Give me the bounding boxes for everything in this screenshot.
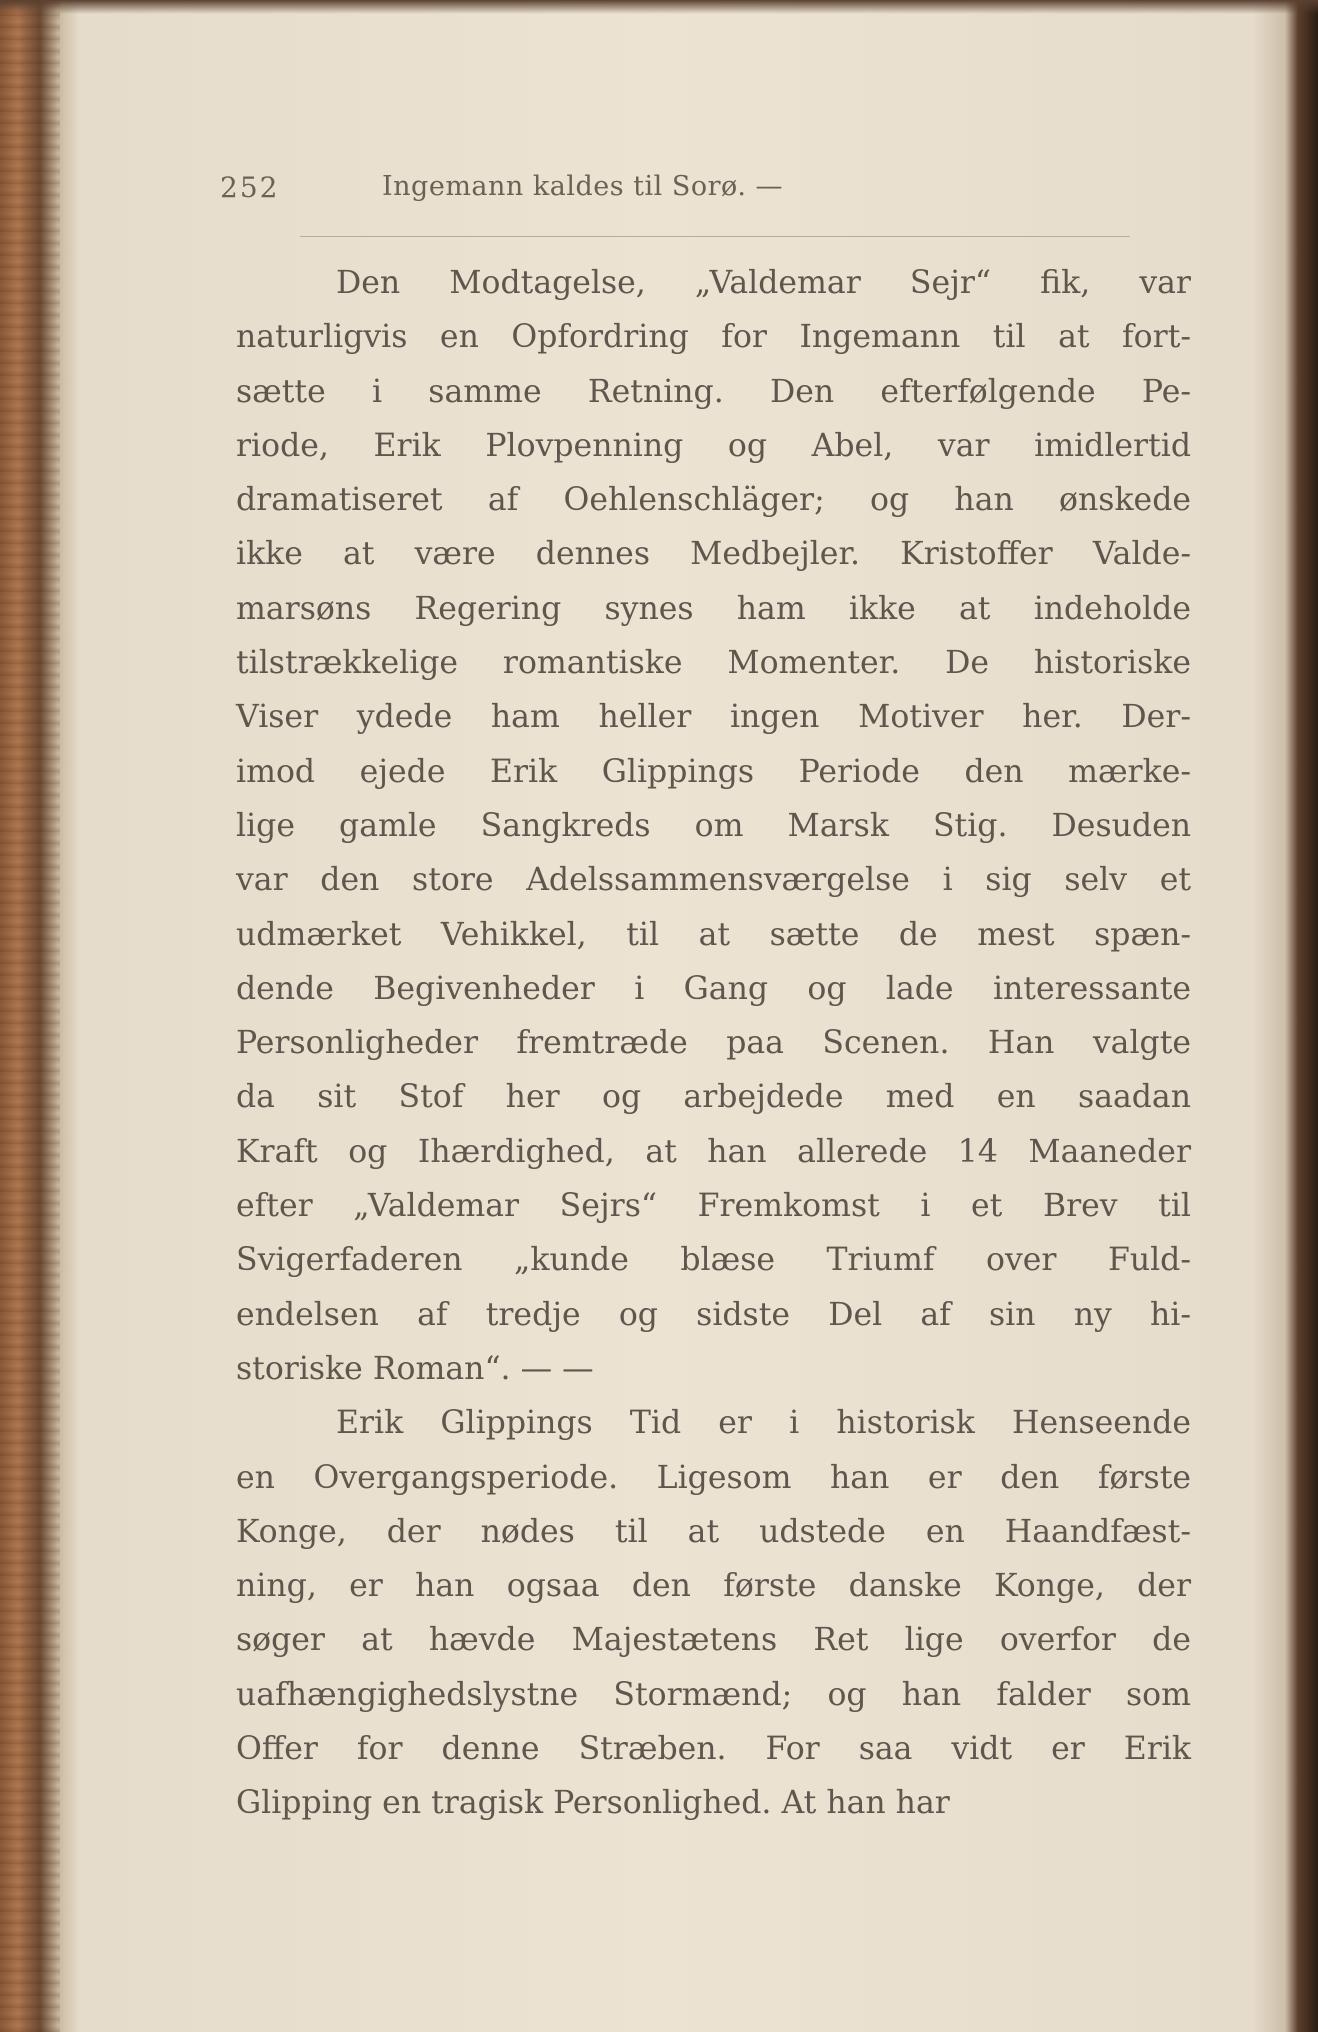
- text-line: da sit Stof her og arbejdede med en saadan: [236, 1079, 1191, 1116]
- text-line: lige gamle Sangkreds om Marsk Stig. Desuden: [236, 807, 1191, 844]
- text-line: en Overgangsperiode. Ligesom han er den første: [236, 1459, 1191, 1496]
- page-number: 252: [220, 171, 280, 204]
- text-line: storiske Roman“. — —: [236, 1350, 594, 1387]
- body-text: [236, 256, 1191, 1831]
- running-title: Ingemann kaldes til Sorø. —: [382, 171, 783, 202]
- header-rule: [300, 236, 1130, 237]
- text-line: tilstrækkelige romantiske Momenter. De historiske: [236, 645, 1191, 682]
- text-line: udmærket Vehikkel, til at sætte de mest spæn-: [236, 916, 1191, 953]
- text-line: Konge, der nødes til at udstede en Haandfæst-: [236, 1513, 1191, 1550]
- text-line: naturligvis en Opfordring for Ingemann til at fort-: [236, 319, 1191, 356]
- paragraph: [236, 256, 1191, 1396]
- text-line: Kraft og Ihærdighed, at han allerede 14 Maaneder: [236, 1133, 1191, 1170]
- text-line: Erik Glippings Tid er i historisk Henseende: [336, 1405, 1191, 1442]
- text-line: ikke at være dennes Medbejler. Kristoffer Valde-: [236, 536, 1191, 573]
- text-line: uafhængighedslystne Stormænd; og han falder som: [236, 1676, 1191, 1713]
- text-line: Svigerfaderen „kunde blæse Triumf over Fuld-: [236, 1242, 1191, 1279]
- text-line: søger at hævde Majestætens Ret lige overfor de: [236, 1622, 1191, 1659]
- text-line: imod ejede Erik Glippings Periode den mærke-: [236, 753, 1191, 790]
- text-line: dramatiseret af Oehlenschläger; og han ønskede: [236, 482, 1191, 519]
- page-header: [220, 165, 1120, 215]
- text-line: dende Begivenheder i Gang og lade interessante: [236, 970, 1191, 1007]
- text-line: efter „Valdemar Sejrs“ Fremkomst i et Brev til: [236, 1188, 1191, 1225]
- text-line: endelsen af tredje og sidste Del af sin ny hi-: [236, 1296, 1191, 1333]
- text-line: Offer for denne Stræben. For saa vidt er Erik: [236, 1731, 1191, 1768]
- text-line: riode, Erik Plovpenning og Abel, var imidlertid: [236, 427, 1191, 464]
- paragraph: [236, 1396, 1191, 1830]
- page-top-edge: [0, 0, 1318, 14]
- text-line: var den store Adelssammensværgelse i sig selv et: [236, 862, 1191, 899]
- text-line: sætte i samme Retning. Den efterfølgende Pe-: [236, 373, 1191, 410]
- text-line: marsøns Regering synes ham ikke at indeholde: [236, 590, 1191, 627]
- text-line: Den Modtagelse, „Valdemar Sejr“ fik, var: [336, 265, 1191, 301]
- text-line: Glipping en tragisk Personlighed. At han har: [236, 1785, 950, 1822]
- text-line: Personligheder fremtræde paa Scenen. Han valgte: [236, 1025, 1191, 1062]
- text-line: Viser ydede ham heller ingen Motiver her. Der-: [236, 699, 1191, 736]
- text-line: ning, er han ogsaa den første danske Konge, der: [236, 1568, 1191, 1605]
